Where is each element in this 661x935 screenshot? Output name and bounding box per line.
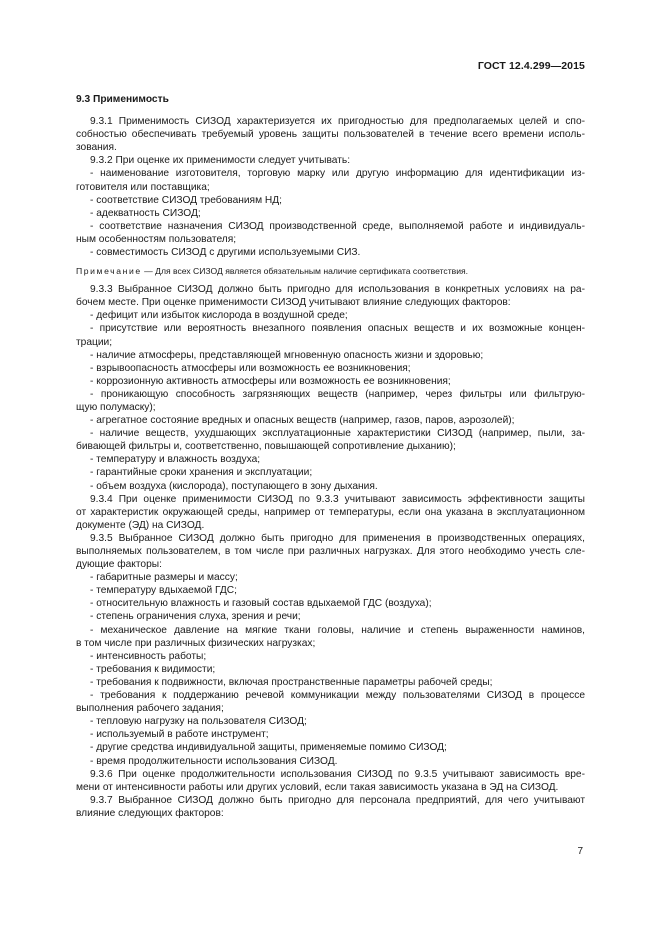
text-line: документе (ЭД) на СИЗОД. (76, 519, 205, 531)
text-line: 9.3.6 При оценке продолжительности использования СИЗОД по 9.3.5 учитывают зависимость вре- (90, 768, 585, 780)
page-number: 7 (577, 846, 583, 857)
text-line: готовителя или поставщика; (76, 181, 210, 193)
note-text: Для всех СИЗОД является обязательным наличие сертификата соответствия. (155, 266, 469, 277)
note-dash: — (141, 266, 156, 277)
text-line: бивающей фильтры и, соответственно, повышающей сопротивление дыханию); (76, 441, 456, 453)
text-line: - требования к подвижности, включая пространственные параметры рабочей среды; (90, 676, 493, 688)
text-line: - агрегатное состояние вредных и опасных веществ (например, газов, паров, аэрозолей); (90, 415, 515, 427)
text-line: - используемый в работе инструмент; (90, 729, 269, 741)
text-line: - соответствие назначения СИЗОД производственной среде, выполняемой работе и индивидуаль- (90, 220, 585, 232)
text-line: - степень ограничения слуха, зрения и речи; (90, 611, 301, 623)
text-line: - объем воздуха (кислорода), поступающего в зону дыхания. (90, 480, 378, 492)
text-line: - дефицит или избыток кислорода в воздушной среде; (90, 310, 348, 322)
text-line: - наличие веществ, ухудшающих эксплуатационные характеристики СИЗОД (например, пыли, за- (90, 428, 585, 440)
text-line: 9.3.3 Выбранное СИЗОД должно быть пригодно для использования в конкретных условиях на ра- (90, 284, 585, 296)
text-line: 9.3.1 Применимость СИЗОД характеризуется их пригодностью для предполагаемых целей и спо- (90, 116, 585, 128)
text-line: бочем месте. При оценке применимости СИЗОД учитывают влияние следующих факторов: (76, 297, 511, 309)
text-line: 9.3.7 Выбранное СИЗОД должно быть пригодно для персонала предприятий, для чего учитывают (90, 794, 585, 806)
note (76, 265, 585, 277)
text-line: дующие факторы: (76, 559, 162, 571)
text-line: - присутствие или вероятность внезапного появления опасных веществ и их возможные концен- (90, 323, 585, 335)
text-line: - требования к видимости; (90, 663, 216, 675)
text-line: 9.3.5 Выбранное СИЗОД должно быть пригодно для применения в производственных операциях, (90, 532, 585, 544)
text-line: 9.3.4 При оценке применимости СИЗОД по 9.3.3 учитывают зависимость эффективности защиты (90, 493, 585, 505)
section-title: 9.3 Применимость (76, 94, 169, 105)
text-line: от характеристик окружающей среды, например от температуры, если она указана в эксплуатационном (76, 506, 585, 518)
note-label: Примечание (76, 266, 142, 277)
text-line: влияние следующих факторов: (76, 807, 224, 819)
text-line: 9.3.2 При оценке их применимости следует учитывать: (90, 155, 351, 167)
text-line: мени от интенсивности работы или других условий, если такая зависимость указана в ЭД на СИЗОД. (76, 781, 559, 793)
text-line: - проникающую способность загрязняющих веществ (например, через фильтры или фильтрую- (90, 388, 585, 400)
text-line: собностью обеспечивать требуемый уровень защиты пользователей в течение всего времени исполь- (76, 129, 585, 141)
text-line: - время продолжительности использования СИЗОД. (90, 755, 338, 767)
text-line: щую полумаску); (76, 401, 156, 413)
text-line: зования. (76, 142, 117, 154)
text-line: - наименование изготовителя, торговую марку или другую информацию для идентификации из- (90, 168, 585, 180)
text-line: ным особенностям пользователя; (76, 233, 237, 245)
text-line: - относительную влажность и газовый состав вдыхаемой ГДС (воздуха); (90, 598, 432, 610)
text-block-1 (76, 115, 585, 259)
text-line: - совместимость СИЗОД с другими используемыми СИЗ. (90, 247, 361, 259)
text-line: трации; (76, 336, 113, 348)
text-line: выполнения рабочего задания; (76, 703, 224, 715)
text-line: - габаритные размеры и массу; (90, 572, 238, 584)
text-line: - температуру вдыхаемой ГДС; (90, 585, 237, 597)
text-block-2 (76, 283, 585, 820)
document-body (76, 93, 585, 820)
text-line: - требования к поддержанию речевой коммуникации между пользователями СИЗОД в процессе (90, 690, 585, 702)
text-line: в том числе при различных физических нагрузках; (76, 637, 316, 649)
text-line: - соответствие СИЗОД требованиям НД; (90, 194, 282, 206)
text-line: - тепловую нагрузку на пользователя СИЗОД; (90, 716, 307, 728)
text-line: - наличие атмосферы, представляющей мгновенную опасность жизни и здоровью; (90, 349, 484, 361)
text-line: - взрывоопасность атмосферы или возможность ее возникновения; (90, 362, 411, 374)
text-line: - механическое давление на мягкие ткани головы, наличие и степень выраженности наминов, (90, 624, 585, 636)
text-line: - адекватность СИЗОД; (90, 207, 201, 219)
text-line: - температуру и влажность воздуха; (90, 454, 261, 466)
text-line: - гарантийные сроки хранения и эксплуатации; (90, 467, 313, 479)
text-line: выполняемых пользователем, в том числе при различных нагрузках. Для этого необходимо учесть сле- (76, 546, 585, 557)
text-line: - коррозионную активность атмосферы или возможность ее возникновения; (90, 375, 451, 387)
text-line: - другие средства индивидуальной защиты, применяемые помимо СИЗОД; (90, 742, 447, 754)
text-line: - интенсивность работы; (90, 650, 207, 662)
standard-code: ГОСТ 12.4.299—2015 (477, 60, 585, 72)
